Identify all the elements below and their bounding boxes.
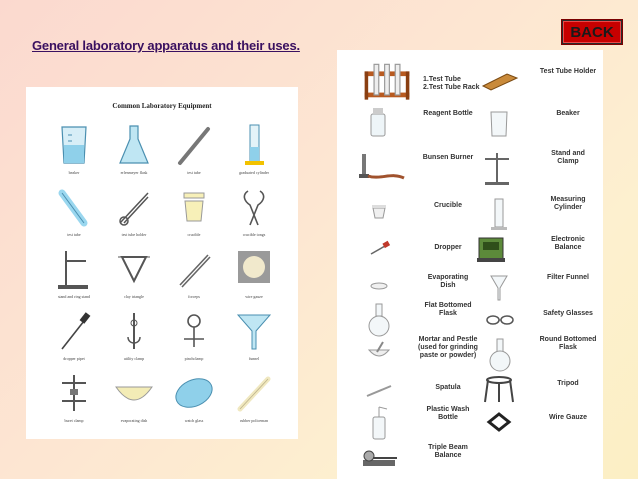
dropper-icon [54, 309, 94, 353]
grid-item: erlenmeyer flask [104, 121, 164, 183]
grid-item: dropper pipet [44, 307, 104, 369]
list-item: Wire Gauze [477, 406, 607, 442]
list-item: Safety Glasses [477, 306, 607, 342]
grid-item: graduated cylinder [224, 121, 284, 183]
list-item: Round Bottomed Flask [477, 332, 607, 368]
list-item: Dropper [357, 236, 487, 272]
funnel-icon [234, 309, 274, 353]
test-tube-icon [54, 185, 94, 229]
list-item: Plastic Wash Bottle [357, 402, 487, 438]
crucible-icon [357, 198, 403, 232]
slide-title: General laboratory apparatus and their uses. [32, 38, 300, 53]
grid-item: forceps [164, 245, 224, 307]
round-bottomed-flask-icon [477, 332, 523, 376]
beaker-icon [54, 123, 94, 167]
grid-item: utility clamp [104, 307, 164, 369]
crucible-icon [174, 185, 214, 229]
list-item: Bunsen Burner [351, 150, 487, 186]
forceps-icon [174, 247, 214, 291]
ring-stand-icon [54, 247, 94, 291]
list-item: Flat Bottomed Flask [357, 298, 487, 334]
triple-beam-balance-icon [357, 440, 403, 474]
grid-item: rubber policeman [224, 369, 284, 431]
test-tube-holder-icon [114, 185, 154, 229]
grid-item: crucible tongs [224, 183, 284, 245]
flat-bottomed-flask-icon [357, 298, 403, 340]
list-item: Measuring Cylinder [477, 192, 607, 228]
reagent-bottle-icon [357, 106, 403, 140]
stand-and-clamp-icon [477, 146, 523, 190]
list-item: Test Tube Holder [477, 64, 607, 100]
grid-item: evaporating dish [104, 369, 164, 431]
grid-item: stand and ring stand [44, 245, 104, 307]
grid-item: clay triangle [104, 245, 164, 307]
wire-gauze-icon [477, 406, 523, 440]
list-item: 1.Test Tube 2.Test Tube Rack [357, 62, 487, 98]
evaporating-dish-icon [114, 371, 154, 415]
list-item: Filter Funnel [477, 270, 607, 306]
grid-item: test tube [164, 121, 224, 183]
crucible-tongs-icon [234, 185, 274, 229]
mortar-and-pestle-icon [357, 336, 403, 370]
clay-triangle-icon [114, 247, 154, 291]
bunsen-burner-icon [351, 150, 411, 184]
list-item: Spatula [357, 376, 487, 412]
grid-item: crucible [164, 183, 224, 245]
grid-item: wire gauze [224, 245, 284, 307]
list-item: Beaker [477, 106, 607, 142]
list-item: Stand and Clamp [477, 146, 607, 182]
list-item: Mortar and Pestle (used for grinding paste or powder) [357, 336, 493, 372]
list-item: Crucible [357, 198, 487, 234]
electronic-balance-icon [473, 232, 523, 266]
watch-glass-icon [174, 371, 214, 415]
dropper-icon [357, 236, 403, 270]
list-item: Tripod [477, 372, 607, 408]
apparatus-list [337, 50, 603, 479]
plastic-wash-bottle-icon [357, 402, 403, 442]
common-equipment-chart [26, 87, 298, 439]
chart-title: Common Laboratory Equipment [112, 102, 212, 110]
test-tube-icon [174, 123, 214, 167]
erlenmeyer-flask-icon [114, 123, 154, 167]
beaker-icon [477, 106, 523, 140]
utility-clamp-icon [114, 309, 154, 353]
grid-item: test tube [44, 183, 104, 245]
list-item: Triple Beam Balance [357, 440, 487, 476]
pinch-clamp-icon [174, 309, 214, 353]
wire-gauze-icon [234, 247, 274, 291]
test-tube-rack-icon [357, 62, 417, 102]
test-tube-holder-icon [477, 64, 523, 98]
rubber-policeman-icon [234, 371, 274, 415]
grid-item: test tube holder [104, 183, 164, 245]
list-item: Reagent Bottle [357, 106, 487, 142]
equipment-grid [44, 121, 284, 431]
graduated-cylinder-icon [234, 123, 274, 167]
list-item: Evaporating Dish [357, 270, 487, 306]
grid-item: beaker [44, 121, 104, 183]
grid-item: funnel [224, 307, 284, 369]
back-button[interactable]: BACK [562, 20, 622, 44]
buret-clamp-icon [54, 371, 94, 415]
grid-item: buret clamp [44, 369, 104, 431]
measuring-cylinder-icon [477, 192, 523, 236]
list-item: Electronic Balance [473, 232, 607, 268]
tripod-icon [477, 372, 523, 406]
grid-item: pinchclamp [164, 307, 224, 369]
grid-item: watch glass [164, 369, 224, 431]
